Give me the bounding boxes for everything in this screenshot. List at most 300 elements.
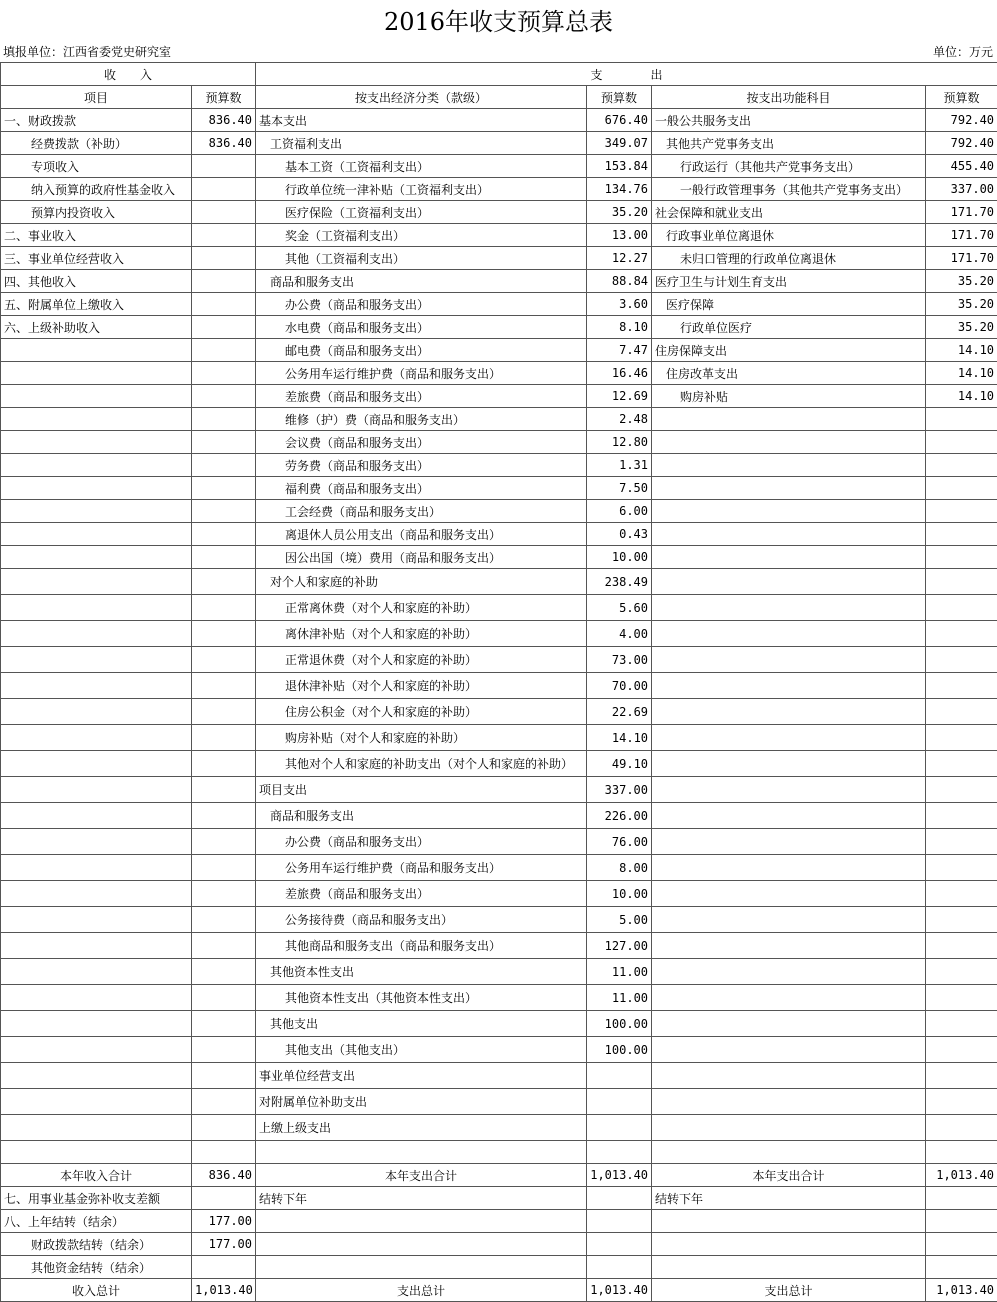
func-budget-cell: 171.70 xyxy=(926,201,997,224)
currency-unit: 单位：万元 xyxy=(932,45,993,59)
func-budget-cell: 14.10 xyxy=(926,385,997,408)
expense-group-header: 支 出 xyxy=(256,63,997,86)
func-budget-cell: 1,013.40 xyxy=(926,1164,997,1187)
income-item-cell xyxy=(1,523,192,546)
econ-budget-cell: 35.20 xyxy=(587,201,652,224)
func-item-cell: 行政单位医疗 xyxy=(652,316,926,339)
func-item-cell xyxy=(652,725,926,751)
income-item-cell: 二、事业收入 xyxy=(1,224,192,247)
func-budget-cell xyxy=(926,1233,997,1256)
func-budget-cell: 14.10 xyxy=(926,362,997,385)
func-budget-cell xyxy=(926,803,997,829)
func-item-cell xyxy=(652,673,926,699)
income-item-cell: 五、附属单位上缴收入 xyxy=(1,293,192,316)
table-row xyxy=(1,1011,997,1037)
econ-budget-cell xyxy=(587,1063,652,1089)
income-item-cell: 三、事业单位经营收入 xyxy=(1,247,192,270)
func-budget-cell xyxy=(926,673,997,699)
func-item-cell: 一般公共服务支出 xyxy=(652,109,926,132)
income-item-cell xyxy=(1,1063,192,1089)
func-item-cell: 社会保障和就业支出 xyxy=(652,201,926,224)
econ-item-cell: 事业单位经营支出 xyxy=(256,1063,587,1089)
econ-budget-cell: 10.00 xyxy=(587,546,652,569)
econ-budget-cell xyxy=(587,1210,652,1233)
func-item-cell: 一般行政管理事务（其他共产党事务支出） xyxy=(652,178,926,201)
econ-item-cell: 差旅费（商品和服务支出） xyxy=(256,385,587,408)
income-item-cell xyxy=(1,803,192,829)
table-row xyxy=(1,293,997,316)
func-budget-cell xyxy=(926,523,997,546)
table-row xyxy=(1,1037,997,1063)
table-row xyxy=(1,270,997,293)
income-budget-cell xyxy=(192,569,256,595)
func-budget-cell xyxy=(926,500,997,523)
econ-budget-cell: 88.84 xyxy=(587,270,652,293)
econ-item-cell: 奖金（工资福利支出） xyxy=(256,224,587,247)
table-row xyxy=(1,595,997,621)
func-budget-cell xyxy=(926,933,997,959)
econ-budget-cell: 8.00 xyxy=(587,855,652,881)
income-budget-cell xyxy=(192,201,256,224)
func-budget-cell xyxy=(926,647,997,673)
econ-budget-cell: 134.76 xyxy=(587,178,652,201)
income-item-cell: 六、上级补助收入 xyxy=(1,316,192,339)
table-title: 2016年收支预算总表 xyxy=(383,8,614,36)
econ-item-cell: 离休津补贴（对个人和家庭的补助） xyxy=(256,621,587,647)
econ-budget-cell: 10.00 xyxy=(587,881,652,907)
income-item-cell xyxy=(1,569,192,595)
econ-item-cell xyxy=(256,1210,587,1233)
econ-budget-cell: 0.43 xyxy=(587,523,652,546)
income-budget-cell xyxy=(192,881,256,907)
func-budget-cell xyxy=(926,829,997,855)
econ-item-cell: 维修（护）费（商品和服务支出） xyxy=(256,408,587,431)
func-item-cell xyxy=(652,523,926,546)
econ-item-cell: 基本工资（工资福利支出） xyxy=(256,155,587,178)
econ-budget-cell: 127.00 xyxy=(587,933,652,959)
income-budget-cell xyxy=(192,1187,256,1210)
econ-item-cell: 支出总计 xyxy=(256,1279,587,1302)
econ-item-cell: 因公出国（境）费用（商品和服务支出） xyxy=(256,546,587,569)
table-row xyxy=(1,569,997,595)
func-item-cell: 医疗卫生与计划生育支出 xyxy=(652,270,926,293)
income-item-cell: 本年收入合计 xyxy=(1,1164,192,1187)
income-budget-cell xyxy=(192,1141,256,1164)
income-budget-cell xyxy=(192,1037,256,1063)
econ-item-cell: 劳务费（商品和服务支出） xyxy=(256,454,587,477)
table-row xyxy=(1,1210,997,1233)
income-item-cell xyxy=(1,881,192,907)
func-item-cell: 支出总计 xyxy=(652,1279,926,1302)
econ-budget-cell: 16.46 xyxy=(587,362,652,385)
income-item-cell xyxy=(1,725,192,751)
func-item-cell xyxy=(652,1011,926,1037)
func-item-cell xyxy=(652,907,926,933)
econ-item-cell: 公务用车运行维护费（商品和服务支出） xyxy=(256,362,587,385)
func-budget-cell xyxy=(926,985,997,1011)
budget-table xyxy=(0,62,997,1302)
econ-item-cell xyxy=(256,1233,587,1256)
income-budget-cell xyxy=(192,339,256,362)
income-budget-cell xyxy=(192,855,256,881)
income-item-cell xyxy=(1,431,192,454)
group-header-row xyxy=(1,63,997,86)
func-item-cell xyxy=(652,1037,926,1063)
income-budget-cell xyxy=(192,673,256,699)
econ-budget-cell xyxy=(587,1233,652,1256)
econ-budget-cell: 337.00 xyxy=(587,777,652,803)
func-item-cell xyxy=(652,751,926,777)
econ-budget-cell: 5.60 xyxy=(587,595,652,621)
func-budget-cell: 35.20 xyxy=(926,293,997,316)
table-row xyxy=(1,803,997,829)
econ-item-cell: 水电费（商品和服务支出） xyxy=(256,316,587,339)
table-row xyxy=(1,477,997,500)
income-budget-cell xyxy=(192,829,256,855)
func-budget-cell xyxy=(926,907,997,933)
income-item-cell: 专项收入 xyxy=(1,155,192,178)
table-row xyxy=(1,907,997,933)
income-budget-cell xyxy=(192,595,256,621)
func-budget-cell: 792.40 xyxy=(926,132,997,155)
econ-item-cell xyxy=(256,1256,587,1279)
income-item-cell xyxy=(1,829,192,855)
func-budget-cell xyxy=(926,881,997,907)
func-budget-cell: 14.10 xyxy=(926,339,997,362)
income-budget-cell xyxy=(192,985,256,1011)
econ-budget-cell: 73.00 xyxy=(587,647,652,673)
func-item-cell xyxy=(652,855,926,881)
income-budget-cell xyxy=(192,803,256,829)
econ-budget-cell xyxy=(587,1256,652,1279)
func-budget-cell xyxy=(926,546,997,569)
func-item-cell xyxy=(652,431,926,454)
func-budget-cell xyxy=(926,1115,997,1141)
econ-budget-cell: 1.31 xyxy=(587,454,652,477)
income-item-cell xyxy=(1,595,192,621)
econ-budget-cell: 7.47 xyxy=(587,339,652,362)
table-row xyxy=(1,777,997,803)
income-budget-cell xyxy=(192,959,256,985)
income-budget-cell xyxy=(192,293,256,316)
func-item-cell xyxy=(652,985,926,1011)
econ-budget-cell xyxy=(587,1115,652,1141)
func-item-cell xyxy=(652,408,926,431)
func-item-cell: 其他共产党事务支出 xyxy=(652,132,926,155)
econ-budget-cell: 70.00 xyxy=(587,673,652,699)
income-item-cell xyxy=(1,673,192,699)
econ-item-cell: 其他（工资福利支出） xyxy=(256,247,587,270)
table-row xyxy=(1,247,997,270)
econ-budget-cell: 153.84 xyxy=(587,155,652,178)
func-item-cell xyxy=(652,803,926,829)
func-item-cell xyxy=(652,1089,926,1115)
func-item-cell xyxy=(652,829,926,855)
income-item-cell xyxy=(1,699,192,725)
income-item-cell xyxy=(1,546,192,569)
table-row xyxy=(1,385,997,408)
econ-item-cell: 差旅费（商品和服务支出） xyxy=(256,881,587,907)
func-item-cell xyxy=(652,1233,926,1256)
income-budget-cell: 836.40 xyxy=(192,1164,256,1187)
econ-budget-cell: 12.27 xyxy=(587,247,652,270)
income-item-cell xyxy=(1,907,192,933)
income-budget-cell: 836.40 xyxy=(192,109,256,132)
col-header-budget-econ: 预算数 xyxy=(587,86,652,109)
econ-budget-cell: 349.07 xyxy=(587,132,652,155)
table-body xyxy=(1,109,997,1302)
func-item-cell: 行政运行（其他共产党事务支出） xyxy=(652,155,926,178)
income-budget-cell xyxy=(192,500,256,523)
econ-budget-cell: 11.00 xyxy=(587,985,652,1011)
func-item-cell: 结转下年 xyxy=(652,1187,926,1210)
income-item-cell xyxy=(1,777,192,803)
func-budget-cell xyxy=(926,569,997,595)
income-budget-cell: 177.00 xyxy=(192,1233,256,1256)
func-budget-cell: 337.00 xyxy=(926,178,997,201)
econ-budget-cell: 13.00 xyxy=(587,224,652,247)
func-budget-cell xyxy=(926,751,997,777)
func-item-cell xyxy=(652,933,926,959)
econ-budget-cell: 12.69 xyxy=(587,385,652,408)
income-budget-cell xyxy=(192,477,256,500)
econ-budget-cell: 11.00 xyxy=(587,959,652,985)
econ-budget-cell: 22.69 xyxy=(587,699,652,725)
table-row xyxy=(1,673,997,699)
func-item-cell: 本年支出合计 xyxy=(652,1164,926,1187)
func-item-cell xyxy=(652,881,926,907)
func-budget-cell xyxy=(926,621,997,647)
func-item-cell: 住房改革支出 xyxy=(652,362,926,385)
table-row xyxy=(1,1141,997,1164)
econ-item-cell: 工资福利支出 xyxy=(256,132,587,155)
table-row xyxy=(1,1063,997,1089)
income-item-cell xyxy=(1,621,192,647)
econ-budget-cell xyxy=(587,1187,652,1210)
income-budget-cell xyxy=(192,1089,256,1115)
func-budget-cell xyxy=(926,408,997,431)
econ-budget-cell: 76.00 xyxy=(587,829,652,855)
func-item-cell: 未归口管理的行政单位离退休 xyxy=(652,247,926,270)
income-item-cell xyxy=(1,477,192,500)
func-budget-cell xyxy=(926,477,997,500)
econ-item-cell: 公务用车运行维护费（商品和服务支出） xyxy=(256,855,587,881)
table-row xyxy=(1,647,997,673)
func-item-cell xyxy=(652,1210,926,1233)
econ-item-cell: 上缴上级支出 xyxy=(256,1115,587,1141)
income-budget-cell xyxy=(192,777,256,803)
table-row xyxy=(1,454,997,477)
econ-budget-cell: 6.00 xyxy=(587,500,652,523)
func-budget-cell xyxy=(926,1187,997,1210)
table-row xyxy=(1,1089,997,1115)
econ-item-cell: 其他对个人和家庭的补助支出（对个人和家庭的补助） xyxy=(256,751,587,777)
func-budget-cell: 35.20 xyxy=(926,316,997,339)
func-item-cell: 医疗保障 xyxy=(652,293,926,316)
income-budget-cell xyxy=(192,1011,256,1037)
func-budget-cell xyxy=(926,1089,997,1115)
income-item-cell xyxy=(1,339,192,362)
table-row xyxy=(1,1233,997,1256)
table-row xyxy=(1,155,997,178)
income-budget-cell xyxy=(192,270,256,293)
econ-budget-cell: 2.48 xyxy=(587,408,652,431)
income-item-cell xyxy=(1,647,192,673)
income-budget-cell: 836.40 xyxy=(192,132,256,155)
income-item-cell xyxy=(1,1115,192,1141)
table-row xyxy=(1,699,997,725)
econ-item-cell: 正常退休费（对个人和家庭的补助） xyxy=(256,647,587,673)
func-item-cell xyxy=(652,1141,926,1164)
income-budget-cell xyxy=(192,725,256,751)
func-item-cell xyxy=(652,959,926,985)
econ-item-cell: 购房补贴（对个人和家庭的补助） xyxy=(256,725,587,751)
income-item-cell: 收入总计 xyxy=(1,1279,192,1302)
econ-budget-cell xyxy=(587,1089,652,1115)
econ-item-cell: 结转下年 xyxy=(256,1187,587,1210)
econ-item-cell: 其他资本性支出 xyxy=(256,959,587,985)
func-budget-cell xyxy=(926,431,997,454)
table-row xyxy=(1,829,997,855)
econ-item-cell: 行政单位统一津补贴（工资福利支出） xyxy=(256,178,587,201)
econ-item-cell: 对个人和家庭的补助 xyxy=(256,569,587,595)
func-budget-cell: 1,013.40 xyxy=(926,1279,997,1302)
econ-item-cell: 公务接待费（商品和服务支出） xyxy=(256,907,587,933)
econ-item-cell: 工会经费（商品和服务支出） xyxy=(256,500,587,523)
func-item-cell xyxy=(652,1063,926,1089)
func-budget-cell xyxy=(926,1210,997,1233)
income-item-cell xyxy=(1,454,192,477)
income-budget-cell xyxy=(192,178,256,201)
income-item-cell xyxy=(1,751,192,777)
econ-item-cell: 医疗保险（工资福利支出） xyxy=(256,201,587,224)
econ-budget-cell: 14.10 xyxy=(587,725,652,751)
func-budget-cell xyxy=(926,454,997,477)
func-item-cell xyxy=(652,500,926,523)
econ-item-cell: 住房公积金（对个人和家庭的补助） xyxy=(256,699,587,725)
func-budget-cell: 171.70 xyxy=(926,224,997,247)
table-row xyxy=(1,881,997,907)
func-item-cell xyxy=(652,699,926,725)
econ-budget-cell: 5.00 xyxy=(587,907,652,933)
table-row xyxy=(1,959,997,985)
income-item-cell: 预算内投资收入 xyxy=(1,201,192,224)
income-budget-cell xyxy=(192,224,256,247)
income-budget-cell xyxy=(192,523,256,546)
table-row xyxy=(1,1187,997,1210)
econ-item-cell: 福利费（商品和服务支出） xyxy=(256,477,587,500)
income-budget-cell xyxy=(192,1256,256,1279)
income-budget-cell xyxy=(192,907,256,933)
income-item-cell xyxy=(1,855,192,881)
func-budget-cell xyxy=(926,1011,997,1037)
income-item-cell: 纳入预算的政府性基金收入 xyxy=(1,178,192,201)
econ-budget-cell: 8.10 xyxy=(587,316,652,339)
table-row xyxy=(1,431,997,454)
func-budget-cell: 171.70 xyxy=(926,247,997,270)
table-row xyxy=(1,985,997,1011)
func-budget-cell xyxy=(926,595,997,621)
econ-item-cell: 离退休人员公用支出（商品和服务支出） xyxy=(256,523,587,546)
income-budget-cell xyxy=(192,1115,256,1141)
func-budget-cell: 455.40 xyxy=(926,155,997,178)
func-item-cell xyxy=(652,777,926,803)
reporting-unit: 填报单位：江西省委党史研究室 xyxy=(3,45,172,59)
income-item-cell: 经费拨款（补助） xyxy=(1,132,192,155)
income-budget-cell: 1,013.40 xyxy=(192,1279,256,1302)
func-budget-cell xyxy=(926,725,997,751)
income-budget-cell xyxy=(192,699,256,725)
econ-budget-cell: 7.50 xyxy=(587,477,652,500)
table-row xyxy=(1,621,997,647)
col-header-econ: 按支出经济分类（款级） xyxy=(256,86,587,109)
econ-budget-cell: 1,013.40 xyxy=(587,1279,652,1302)
econ-budget-cell: 4.00 xyxy=(587,621,652,647)
income-item-cell xyxy=(1,385,192,408)
func-item-cell xyxy=(652,454,926,477)
income-item-cell: 一、财政拨款 xyxy=(1,109,192,132)
income-budget-cell: 177.00 xyxy=(192,1210,256,1233)
income-item-cell: 八、上年结转（结余） xyxy=(1,1210,192,1233)
table-row xyxy=(1,523,997,546)
income-item-cell xyxy=(1,1089,192,1115)
table-row xyxy=(1,1164,997,1187)
econ-item-cell: 其他资本性支出（其他资本性支出） xyxy=(256,985,587,1011)
table-row xyxy=(1,1115,997,1141)
func-item-cell: 购房补贴 xyxy=(652,385,926,408)
econ-item-cell: 会议费（商品和服务支出） xyxy=(256,431,587,454)
table-row xyxy=(1,1279,997,1302)
table-row xyxy=(1,109,997,132)
income-budget-cell xyxy=(192,621,256,647)
income-item-cell xyxy=(1,1141,192,1164)
econ-item-cell: 办公费（商品和服务支出） xyxy=(256,293,587,316)
income-budget-cell xyxy=(192,546,256,569)
econ-item-cell: 对附属单位补助支出 xyxy=(256,1089,587,1115)
income-budget-cell xyxy=(192,647,256,673)
income-item-cell xyxy=(1,985,192,1011)
econ-item-cell: 办公费（商品和服务支出） xyxy=(256,829,587,855)
income-item-cell xyxy=(1,408,192,431)
econ-budget-cell xyxy=(587,1141,652,1164)
table-row xyxy=(1,316,997,339)
income-budget-cell xyxy=(192,385,256,408)
column-header-row xyxy=(1,86,997,109)
func-budget-cell xyxy=(926,1141,997,1164)
func-budget-cell xyxy=(926,1256,997,1279)
econ-item-cell: 其他支出（其他支出） xyxy=(256,1037,587,1063)
table-row xyxy=(1,933,997,959)
econ-item-cell: 商品和服务支出 xyxy=(256,803,587,829)
table-row xyxy=(1,339,997,362)
income-item-cell xyxy=(1,362,192,385)
econ-item-cell: 商品和服务支出 xyxy=(256,270,587,293)
col-header-budget-func: 预算数 xyxy=(926,86,997,109)
income-group-header: 收 入 xyxy=(1,63,256,86)
econ-item-cell: 邮电费（商品和服务支出） xyxy=(256,339,587,362)
func-item-cell xyxy=(652,647,926,673)
income-item-cell xyxy=(1,959,192,985)
income-budget-cell xyxy=(192,155,256,178)
func-item-cell xyxy=(652,569,926,595)
econ-budget-cell: 12.80 xyxy=(587,431,652,454)
func-budget-cell xyxy=(926,1037,997,1063)
income-budget-cell xyxy=(192,431,256,454)
func-budget-cell xyxy=(926,855,997,881)
econ-budget-cell: 226.00 xyxy=(587,803,652,829)
func-item-cell: 住房保障支出 xyxy=(652,339,926,362)
income-budget-cell xyxy=(192,408,256,431)
